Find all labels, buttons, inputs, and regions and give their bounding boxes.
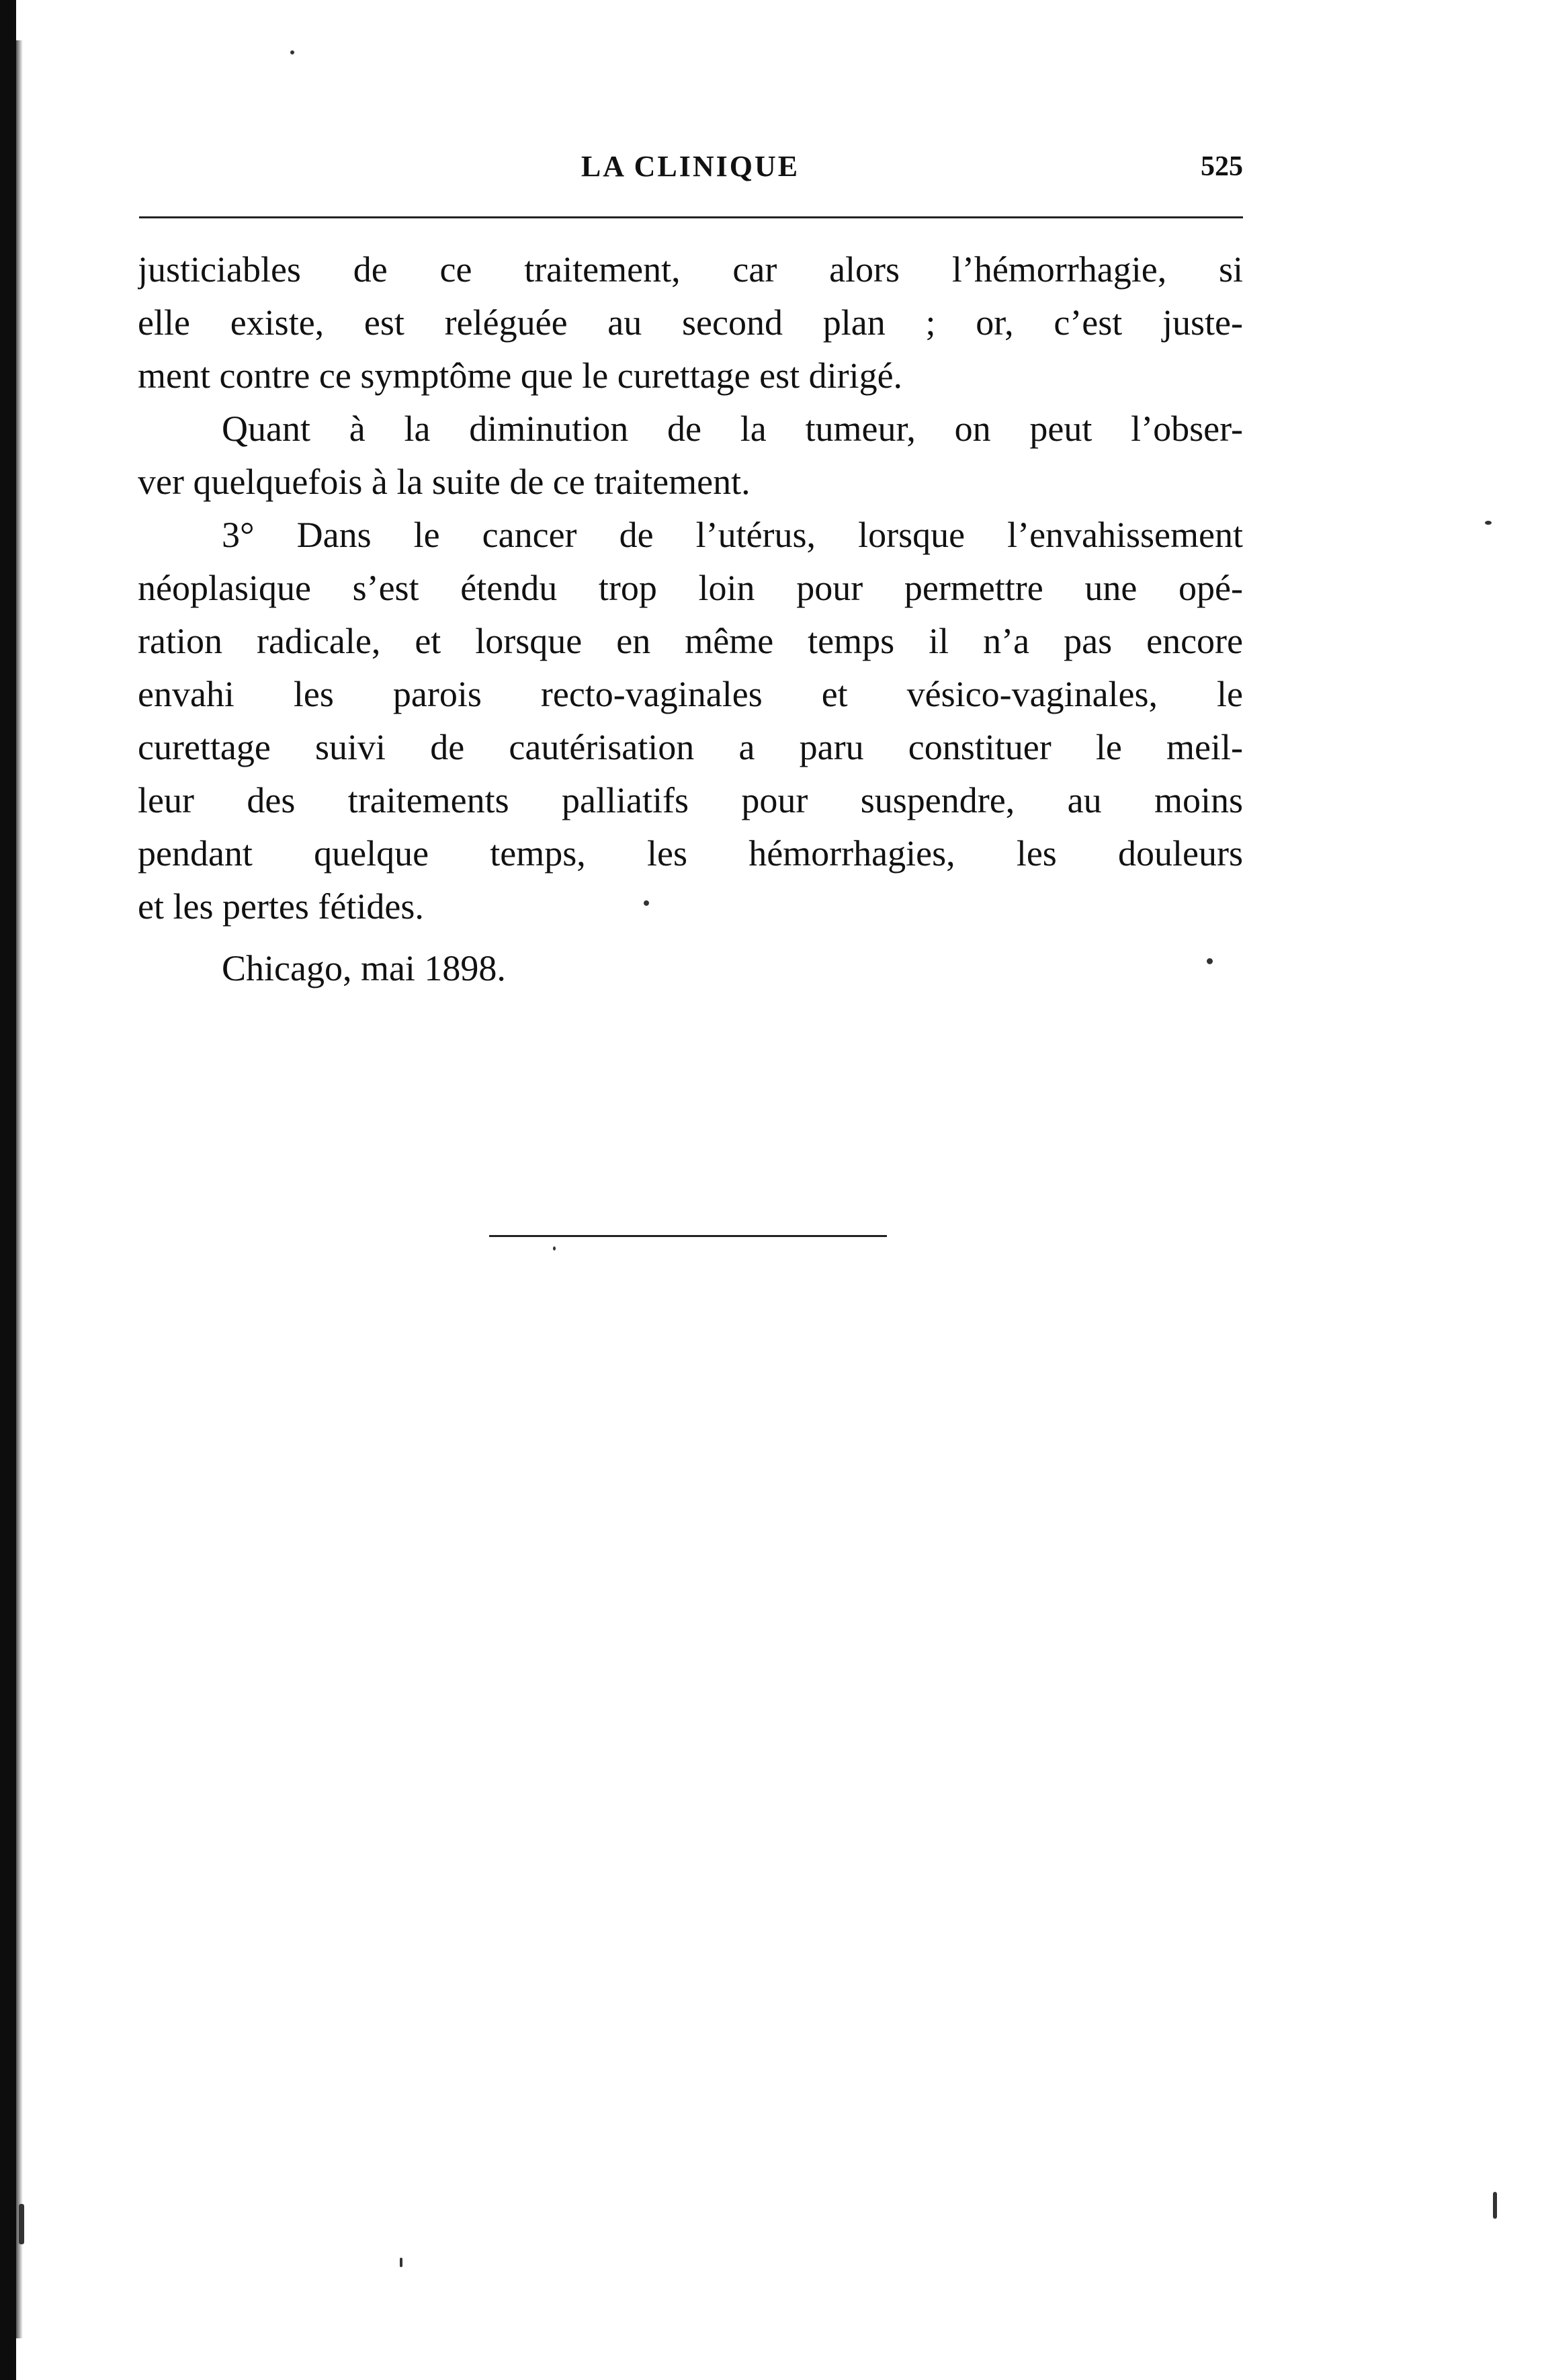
ink-speck: [644, 900, 649, 906]
text-line: justiciables de ce traitement, car alors l’hémorrhagie, si: [138, 249, 1243, 290]
text-line: curettage suivi de cautérisation a paru constituer le meil-: [138, 727, 1243, 767]
page-number: 525: [1201, 151, 1243, 182]
text-line: pendant quelque temps, les hémorrhagies, les douleurs: [138, 833, 1243, 874]
dateline: Chicago, mai 1898.: [222, 948, 506, 988]
text-line: ration radicale, et lorsque en même temps il n’a pas encore: [138, 621, 1243, 661]
text-line: leur des traitements palliatifs pour suspendre, au moins: [138, 780, 1243, 820]
running-title: LA CLINIQUE: [581, 150, 800, 183]
ink-speck: [553, 1246, 556, 1250]
text-line: envahi les parois recto-vaginales et vésico-vaginales, le: [138, 674, 1243, 714]
text-line: 3° Dans le cancer de l’utérus, lorsque l’envahissement: [222, 515, 1243, 555]
ink-speck: [19, 2204, 24, 2244]
text-line: ver quelquefois à la suite de ce traitement.: [138, 462, 751, 502]
ink-speck: [1493, 2192, 1497, 2219]
text-line: et les pertes fétides.: [138, 886, 424, 927]
text-line: elle existe, est reléguée au second plan ; or, c’est juste-: [138, 302, 1243, 343]
binding-edge: [0, 0, 16, 2380]
ink-speck: [1207, 958, 1213, 964]
text-line: néoplasique s’est étendu trop loin pour permettre une opé-: [138, 568, 1243, 608]
text-line: Quant à la diminution de la tumeur, on peut l’obser-: [222, 409, 1243, 449]
end-rule: [489, 1235, 887, 1237]
header-rule: [139, 216, 1243, 218]
ink-speck: [400, 2258, 402, 2267]
ink-speck: [290, 50, 294, 54]
text-line: ment contre ce symptôme que le curettage est dirigé.: [138, 355, 903, 396]
ink-speck: [1485, 521, 1492, 525]
binding-shadow: [16, 40, 23, 2338]
running-head: [138, 149, 1243, 189]
body-text: [138, 243, 1243, 933]
